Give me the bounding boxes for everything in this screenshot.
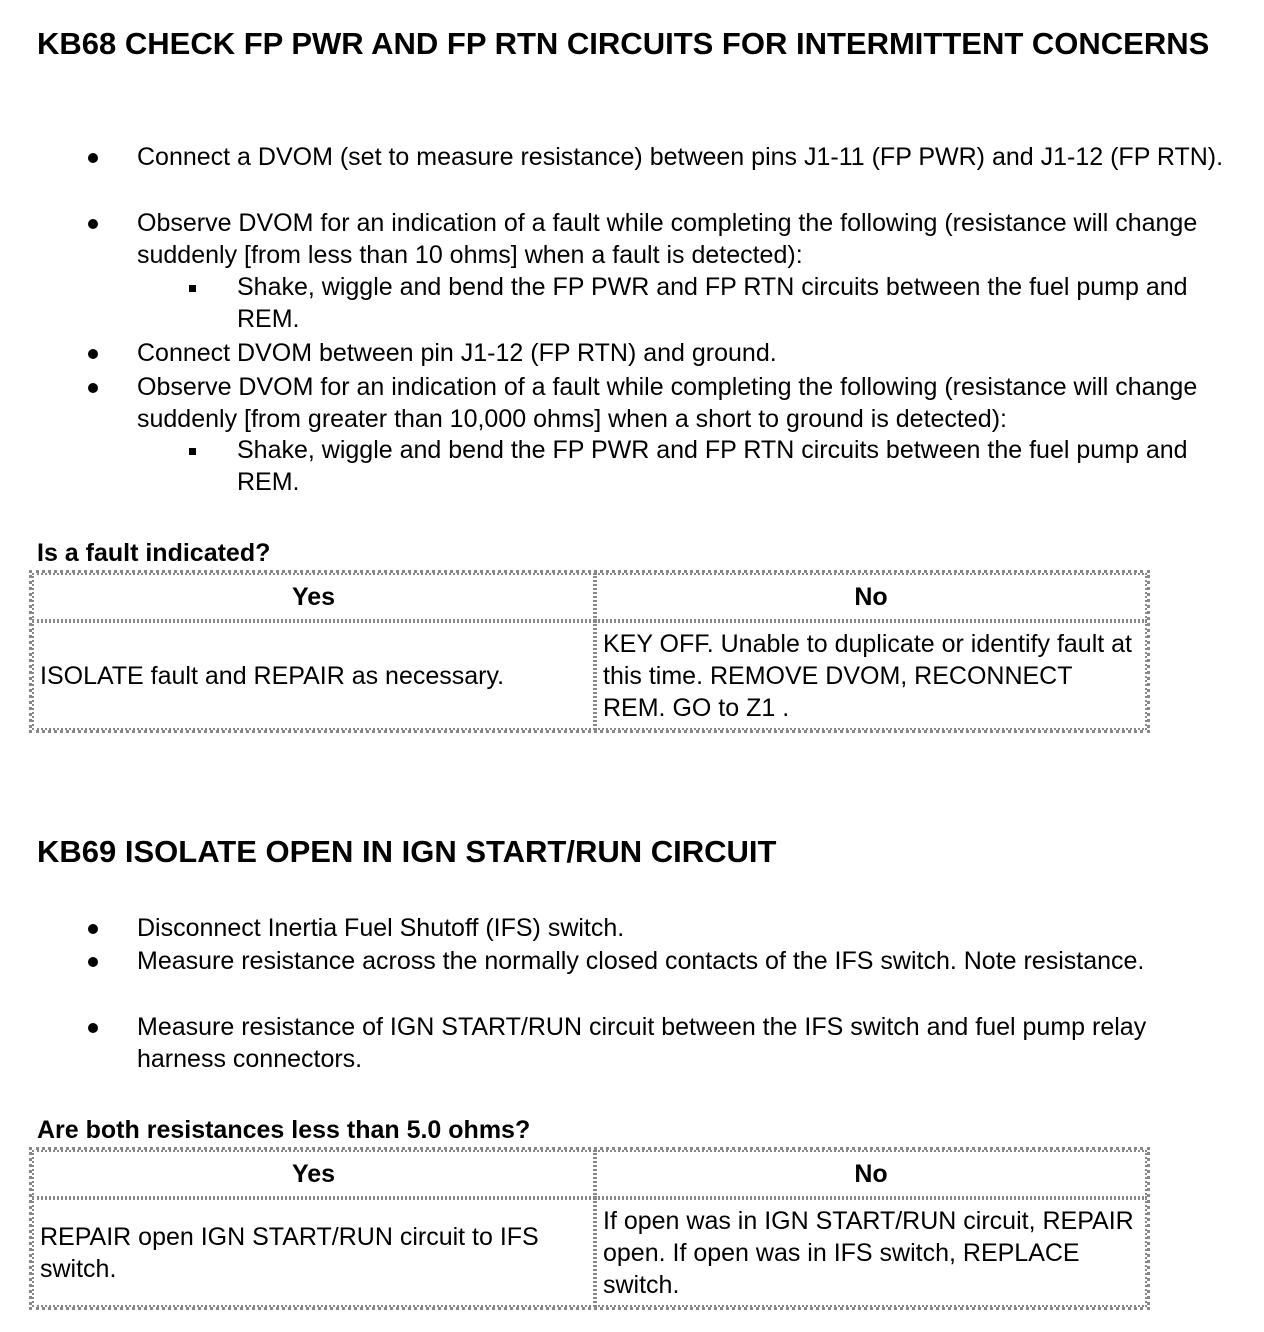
cell-yes: ISOLATE fault and REPAIR as necessary. bbox=[32, 621, 595, 730]
decision-table bbox=[29, 1147, 1150, 1310]
substep-text: Shake, wiggle and bend the FP PWR and FP RTN circuits between the fuel pump and REM. bbox=[237, 436, 1188, 496]
decision-question: Are both resistances less than 5.0 ohms? bbox=[37, 1116, 531, 1144]
table-header-row bbox=[32, 1150, 1147, 1198]
step-text: Connect a DVOM (set to measure resistance) between pins J1-11 (FP PWR) and J1-12 (FP RTN). bbox=[137, 143, 1224, 171]
cell-no: KEY OFF. Unable to duplicate or identify fault at this time. REMOVE DVOM, RECONNECT REM. GO to Z1 . bbox=[595, 621, 1147, 730]
step-text: Observe DVOM for an indication of a fault while completing the following (resistance will change suddenly [from greater than 10,000 ohms] when a short to ground is detected): bbox=[137, 373, 1198, 433]
header-yes: Yes bbox=[32, 1150, 595, 1198]
step-text: Disconnect Inertia Fuel Shutoff (IFS) switch. bbox=[137, 914, 625, 942]
substep-text: Shake, wiggle and bend the FP PWR and FP RTN circuits between the fuel pump and REM. bbox=[237, 273, 1188, 333]
bullet-icon bbox=[88, 141, 98, 173]
square-bullet-icon bbox=[189, 271, 196, 303]
bullet-icon bbox=[88, 1011, 98, 1043]
section-title-kb68: KB68 CHECK FP PWR AND FP RTN CIRCUITS FOR INTERMITTENT CONCERNS bbox=[37, 26, 1210, 61]
square-bullet-icon bbox=[189, 434, 196, 466]
cell-yes: REPAIR open IGN START/RUN circuit to IFS switch. bbox=[32, 1198, 595, 1307]
bullet-icon bbox=[88, 945, 98, 977]
step-text: Observe DVOM for an indication of a fault while completing the following (resistance will change suddenly [from less than 10 ohms] when a fault is detected): bbox=[137, 209, 1198, 269]
header-no: No bbox=[595, 573, 1147, 621]
bullet-icon bbox=[88, 207, 98, 239]
decision-question: Is a fault indicated? bbox=[37, 539, 271, 567]
table-row bbox=[32, 1198, 1147, 1307]
cell-no: If open was in IGN START/RUN circuit, REPAIR open. If open was in IFS switch, REPLACE switch. bbox=[595, 1198, 1147, 1307]
bullet-icon bbox=[88, 371, 98, 403]
table-header-row bbox=[32, 573, 1147, 621]
step-text: Measure resistance of IGN START/RUN circuit between the IFS switch and fuel pump relay harness connectors. bbox=[137, 1013, 1147, 1073]
bullet-icon bbox=[88, 337, 98, 369]
step-text: Connect DVOM between pin J1-12 (FP RTN) and ground. bbox=[137, 339, 777, 367]
header-no: No bbox=[595, 1150, 1147, 1198]
table-row bbox=[32, 621, 1147, 730]
section-title-kb69: KB69 ISOLATE OPEN IN IGN START/RUN CIRCUIT bbox=[37, 834, 777, 869]
bullet-icon bbox=[88, 912, 98, 944]
header-yes: Yes bbox=[32, 573, 595, 621]
decision-table bbox=[29, 570, 1150, 733]
step-text: Measure resistance across the normally closed contacts of the IFS switch. Note resistance. bbox=[137, 947, 1145, 975]
